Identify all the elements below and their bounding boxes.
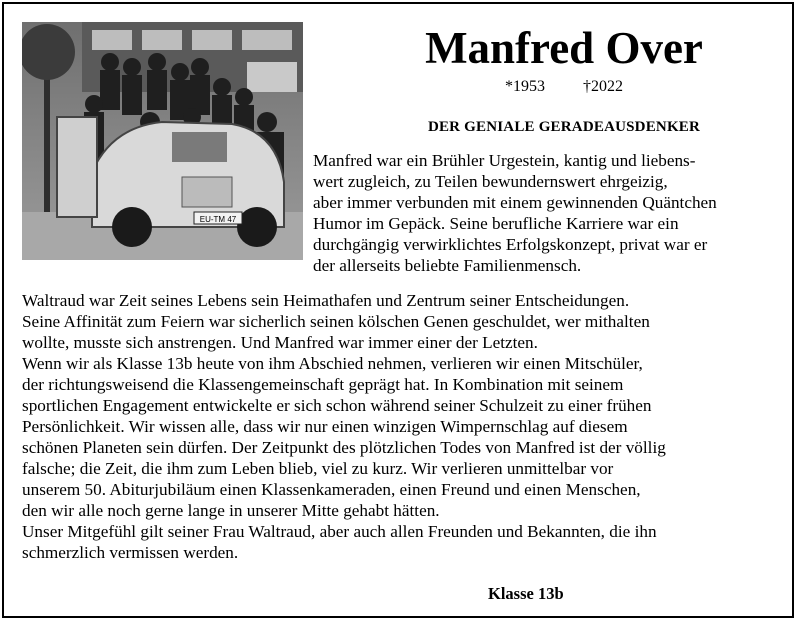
intro-paragraph <box>313 150 717 276</box>
text-line: wert zugleich, zu Teilen bewundernswert ehrgeizig, <box>313 172 668 191</box>
class-group-photo <box>22 22 303 260</box>
text-line: durchgängig verwirklichtes Erfolgskonzept, privat war er <box>313 235 708 254</box>
text-line: falsche; die Zeit, die ihm zum Leben blieb, viel zu kurz. Wir verlieren unmittelbar vor <box>22 459 614 478</box>
birth-year: *1953 <box>505 78 545 95</box>
death-year: †2022 <box>583 78 623 95</box>
text-line: wollte, musste sich anstrengen. Und Manfred war immer einer der Letzten. <box>22 333 538 352</box>
text-line: der richtungsweisend die Klassengemeinschaft geprägt hat. In Kombination mit seinem <box>22 375 624 394</box>
text-line: Waltraud war Zeit seines Lebens sein Heimathafen und Zentrum seiner Entscheidungen. <box>22 291 630 310</box>
life-dates <box>304 79 800 95</box>
text-line: Persönlichkeit. Wir wissen alle, dass wir nur einen winzigen Wimpernschlag auf diesem <box>22 417 628 436</box>
signature: Klasse 13b <box>488 584 564 603</box>
text-line: schmerzlich vermissen werden. <box>22 543 239 562</box>
text-line: der allerseits beliebte Familienmensch. <box>313 256 582 275</box>
deceased-name: Manfred Over <box>425 23 703 73</box>
text-line: schönen Planeten sein dürfen. Der Zeitpunkt des plötzlichen Todes von Manfred ist der völlig <box>22 438 666 457</box>
text-line: Manfred war ein Brühler Urgestein, kantig und liebens- <box>313 151 696 170</box>
obituary-heading: DER GENIALE GERADEAUSDENKER <box>427 119 701 135</box>
text-line: den wir alle noch gerne lange in unserer Mitte gehabt hätten. <box>22 501 440 520</box>
obituary-notice <box>2 2 794 618</box>
main-paragraph <box>22 290 666 563</box>
text-line: Humor im Gepäck. Seine berufliche Karriere war ein <box>313 214 679 233</box>
group-photo-icon <box>22 22 303 260</box>
text-line: Unser Mitgefühl gilt seiner Frau Waltraud, aber auch allen Freunden und Bekannten, die ihn <box>22 522 657 541</box>
text-line: Wenn wir als Klasse 13b heute von ihm Abschied nehmen, verlieren wir einen Mitschüler, <box>22 354 643 373</box>
text-line: Seine Affinität zum Feiern war sicherlich seinen kölschen Genen geschuldet, wer mithalten <box>22 312 650 331</box>
text-line: unserem 50. Abiturjubiläum einen Klassenkameraden, einen Freund und einen Menschen, <box>22 480 641 499</box>
text-line: aber immer verbunden mit einem gewinnenden Quäntchen <box>313 193 717 212</box>
text-line: sportlichen Engagement entwickelte er sich schon während seiner Schulzeit zu einer frühen <box>22 396 652 415</box>
license-plate-text: EU-TM 47 <box>199 215 237 224</box>
